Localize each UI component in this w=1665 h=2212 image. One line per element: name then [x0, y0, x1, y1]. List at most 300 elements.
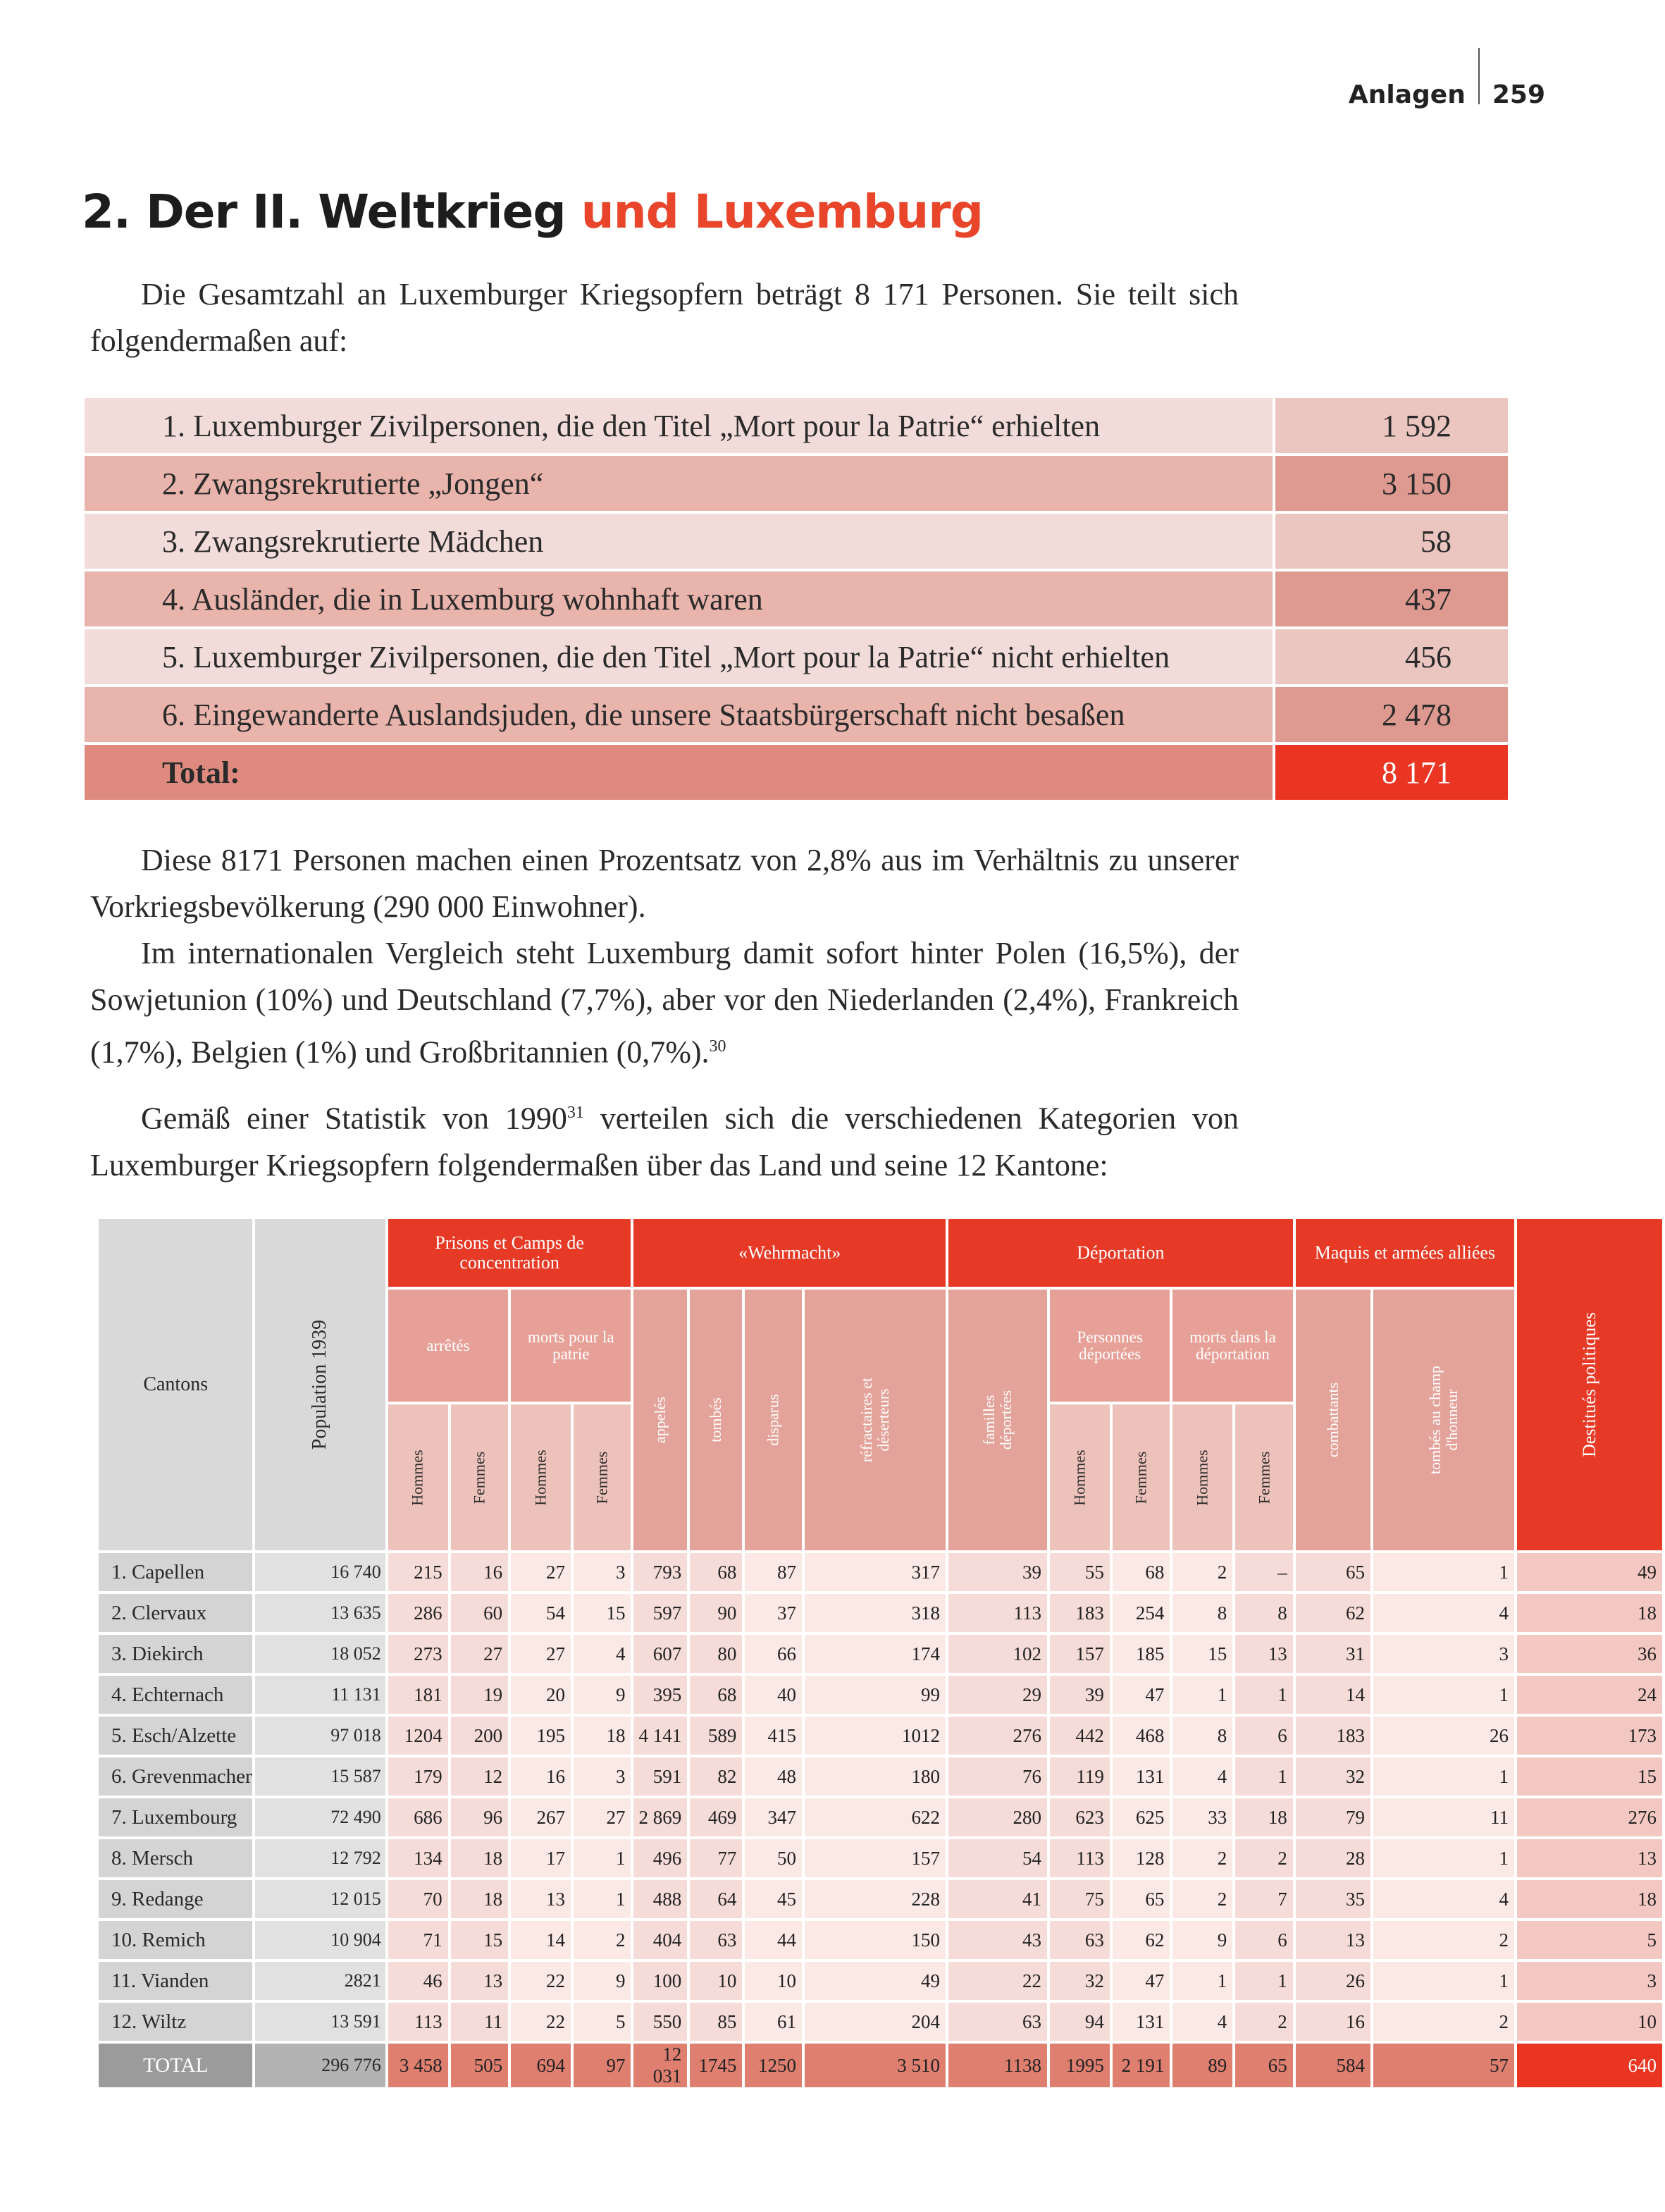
data-cell: 273: [388, 1635, 448, 1673]
data-cell: 97: [574, 2044, 631, 2087]
data-cell: 54: [511, 1594, 571, 1632]
data-cell: 99: [805, 1676, 946, 1714]
data-cell: 6: [1235, 1717, 1293, 1755]
data-cell: 2: [1235, 1839, 1293, 1877]
data-cell: 68: [1113, 1553, 1170, 1591]
data-cell: 8: [1172, 1717, 1232, 1755]
canton-name: 4. Echternach: [99, 1676, 252, 1714]
data-cell: 286: [388, 1594, 448, 1632]
data-cell: 550: [633, 2003, 687, 2041]
subheader-femmes-12: Femmes: [1235, 1404, 1293, 1550]
data-cell: 1204: [388, 1717, 448, 1755]
data-cell: 131: [1113, 2003, 1170, 2041]
data-cell: 39: [1050, 1676, 1110, 1714]
data-cell: 16: [511, 1757, 571, 1796]
canton-row: [99, 1839, 1662, 1877]
sub-combattants: combattants: [1296, 1290, 1370, 1550]
data-cell: 18: [1235, 1798, 1293, 1836]
subheader-femmes-3: Femmes: [574, 1404, 631, 1550]
victims-value: 3 150: [1275, 456, 1508, 511]
canton-row: [99, 1962, 1662, 2000]
data-cell: 65: [1235, 2044, 1293, 2087]
data-cell: 41: [948, 1880, 1047, 1918]
data-cell: 4 141: [633, 1717, 687, 1755]
canton-population: 16 740: [255, 1553, 385, 1591]
subheader-hommes-0: Hommes: [388, 1404, 448, 1550]
data-cell: 2: [1373, 2003, 1514, 2041]
canton-population: 296 776: [255, 2044, 385, 2087]
canton-row: [99, 1921, 1662, 1959]
data-cell: 36: [1517, 1635, 1662, 1673]
victims-row: [85, 629, 1508, 684]
victims-row: [85, 687, 1508, 742]
data-cell: 204: [805, 2003, 946, 2041]
canton-population: 12 792: [255, 1839, 385, 1877]
data-cell: 17: [511, 1839, 571, 1877]
canton-row: [99, 1798, 1662, 1836]
data-cell: 27: [574, 1798, 631, 1836]
victims-value: 58: [1275, 514, 1508, 569]
victims-row: [85, 398, 1508, 453]
canton-name: 11. Vianden: [99, 1962, 252, 2000]
canton-population: 18 052: [255, 1635, 385, 1673]
canton-row: [99, 1676, 1662, 1714]
data-cell: 1: [1373, 1962, 1514, 2000]
victims-value: 456: [1275, 629, 1508, 684]
data-cell: 442: [1050, 1717, 1110, 1755]
data-cell: 43: [948, 1921, 1047, 1959]
subheader-femmes-10: Femmes: [1113, 1404, 1170, 1550]
data-cell: 24: [1517, 1676, 1662, 1714]
canton-population: 11 131: [255, 1676, 385, 1714]
data-cell: 1: [1373, 1757, 1514, 1796]
data-cell: 267: [511, 1798, 571, 1836]
section-name: Anlagen: [1348, 80, 1466, 109]
data-cell: 68: [690, 1676, 742, 1714]
victims-total-value: 8 171: [1275, 745, 1508, 800]
data-cell: 61: [745, 2003, 802, 2041]
canton-name: 6. Grevenmacher: [99, 1757, 252, 1796]
data-cell: 18: [451, 1839, 509, 1877]
canton-population: 10 904: [255, 1921, 385, 1959]
data-cell: 2 869: [633, 1798, 687, 1836]
victims-value: 437: [1275, 571, 1508, 626]
data-cell: 12 031: [633, 2044, 687, 2087]
data-cell: 1: [1235, 1962, 1293, 2000]
data-cell: 49: [1517, 1553, 1662, 1591]
canton-name: 5. Esch/Alzette: [99, 1717, 252, 1755]
data-cell: 14: [1296, 1676, 1370, 1714]
victims-total-row: [85, 745, 1508, 800]
data-cell: 90: [690, 1594, 742, 1632]
title-part2: und Luxemburg: [581, 185, 984, 239]
group-maquis: Maquis et armées alliées: [1296, 1219, 1514, 1287]
data-cell: 63: [690, 1921, 742, 1959]
data-cell: 14: [511, 1921, 571, 1959]
data-cell: 625: [1113, 1798, 1170, 1836]
data-cell: 15: [1172, 1635, 1232, 1673]
canton-population: 13 635: [255, 1594, 385, 1632]
population-header: Population 1939: [255, 1219, 385, 1550]
canton-row: [99, 1757, 1662, 1796]
canton-row: [99, 2003, 1662, 2041]
data-cell: 254: [1113, 1594, 1170, 1632]
data-cell: 13: [1517, 1839, 1662, 1877]
victims-row: [85, 571, 1508, 626]
data-cell: 60: [451, 1594, 509, 1632]
data-cell: 76: [948, 1757, 1047, 1796]
data-cell: 15: [1517, 1757, 1662, 1796]
data-cell: 180: [805, 1757, 946, 1796]
data-cell: 113: [948, 1594, 1047, 1632]
title-part1: 2. Der II. Weltkrieg: [82, 185, 566, 239]
data-cell: 10: [745, 1962, 802, 2000]
canton-row: [99, 1717, 1662, 1755]
data-cell: 29: [948, 1676, 1047, 1714]
victims-row: [85, 456, 1508, 511]
data-cell: 22: [948, 1962, 1047, 2000]
data-cell: 195: [511, 1717, 571, 1755]
data-cell: 686: [388, 1798, 448, 1836]
para4-text: [90, 1089, 1239, 1189]
canton-name: 7. Luxembourg: [99, 1798, 252, 1836]
data-cell: 15: [451, 1921, 509, 1959]
data-cell: 4: [1172, 1757, 1232, 1796]
data-cell: 128: [1113, 1839, 1170, 1877]
data-cell: 607: [633, 1635, 687, 1673]
data-cell: 1: [1235, 1676, 1293, 1714]
data-cell: 15: [574, 1594, 631, 1632]
data-cell: 1138: [948, 2044, 1047, 2087]
data-cell: 591: [633, 1757, 687, 1796]
data-cell: 33: [1172, 1798, 1232, 1836]
data-cell: 10: [1517, 2003, 1662, 2041]
data-cell: 1745: [690, 2044, 742, 2087]
data-cell: 32: [1050, 1962, 1110, 2000]
sub-tombes-honneur: tombés au champ d'honneur: [1373, 1290, 1514, 1550]
data-cell: 32: [1296, 1757, 1370, 1796]
canton-name: 10. Remich: [99, 1921, 252, 1959]
data-cell: 75: [1050, 1880, 1110, 1918]
data-cell: 63: [948, 2003, 1047, 2041]
data-cell: 11: [451, 2003, 509, 2041]
canton-name: 3. Diekirch: [99, 1635, 252, 1673]
sub-disparus: disparus: [745, 1290, 802, 1550]
data-cell: 62: [1296, 1594, 1370, 1632]
data-cell: 113: [388, 2003, 448, 2041]
data-cell: 65: [1296, 1553, 1370, 1591]
data-cell: 18: [574, 1717, 631, 1755]
para4-part-b: verteilen sich die verschiedenen Kategorien von Luxemburger Kriegsopfern folgendermaßen über das Land und seine 12 Kantone:: [90, 1101, 1239, 1182]
data-cell: 1: [1172, 1676, 1232, 1714]
canton-name: TOTAL: [99, 2044, 252, 2087]
data-cell: 9: [574, 1676, 631, 1714]
footnote-31: 31: [567, 1104, 584, 1122]
data-cell: 27: [451, 1635, 509, 1673]
data-cell: 18: [451, 1880, 509, 1918]
sub-familles: familles déportées: [948, 1290, 1047, 1550]
data-cell: 3: [574, 1553, 631, 1591]
data-cell: 27: [511, 1635, 571, 1673]
data-cell: 1: [574, 1839, 631, 1877]
total-row: [99, 2044, 1662, 2087]
data-cell: 13: [1235, 1635, 1293, 1673]
data-cell: 16: [1296, 2003, 1370, 2041]
data-cell: 134: [388, 1839, 448, 1877]
data-cell: 4: [1373, 1880, 1514, 1918]
data-cell: 22: [511, 2003, 571, 2041]
data-cell: 183: [1050, 1594, 1110, 1632]
data-cell: 18: [1517, 1594, 1662, 1632]
data-cell: 584: [1296, 2044, 1370, 2087]
data-cell: 80: [690, 1635, 742, 1673]
data-cell: 173: [1517, 1717, 1662, 1755]
victims-value: 2 478: [1275, 687, 1508, 742]
canton-row: [99, 1594, 1662, 1632]
data-cell: 280: [948, 1798, 1047, 1836]
victims-total-label: Total:: [85, 745, 1273, 800]
data-cell: 71: [388, 1921, 448, 1959]
sub-arretes: arrêtés: [388, 1290, 508, 1402]
data-cell: 39: [948, 1553, 1047, 1591]
data-cell: 3 510: [805, 2044, 946, 2087]
data-cell: 11: [1373, 1798, 1514, 1836]
data-cell: 46: [388, 1962, 448, 2000]
data-cell: 183: [1296, 1717, 1370, 1755]
data-cell: 113: [1050, 1839, 1110, 1877]
data-cell: 276: [948, 1717, 1047, 1755]
data-cell: 404: [633, 1921, 687, 1959]
data-cell: 2: [1172, 1839, 1232, 1877]
data-cell: 79: [1296, 1798, 1370, 1836]
canton-population: 12 015: [255, 1880, 385, 1918]
data-cell: 793: [633, 1553, 687, 1591]
data-cell: 12: [451, 1757, 509, 1796]
canton-row: [99, 1880, 1662, 1918]
data-cell: 9: [1172, 1921, 1232, 1959]
data-cell: 68: [690, 1553, 742, 1591]
canton-name: 9. Redange: [99, 1880, 252, 1918]
data-cell: 4: [1172, 2003, 1232, 2041]
data-cell: 44: [745, 1921, 802, 1959]
data-cell: 70: [388, 1880, 448, 1918]
data-cell: 13: [451, 1962, 509, 2000]
data-cell: 157: [805, 1839, 946, 1877]
data-cell: 496: [633, 1839, 687, 1877]
data-cell: 37: [745, 1594, 802, 1632]
data-cell: 1: [1172, 1962, 1232, 2000]
victims-label: 5. Luxemburger Zivilpersonen, die den Titel „Mort pour la Patrie“ nicht erhielten: [85, 629, 1273, 684]
canton-population: 2821: [255, 1962, 385, 2000]
data-cell: 8: [1235, 1594, 1293, 1632]
data-cell: 20: [511, 1676, 571, 1714]
sub-tombes: tombés: [690, 1290, 742, 1550]
para3-text: [90, 930, 1239, 1076]
data-cell: –: [1235, 1553, 1293, 1591]
canton-name: 12. Wiltz: [99, 2003, 252, 2041]
data-cell: 131: [1113, 1757, 1170, 1796]
canton-population: 97 018: [255, 1717, 385, 1755]
sub-refractaires: réfractaires et déserteurs: [805, 1290, 946, 1550]
data-cell: 63: [1050, 1921, 1110, 1959]
data-cell: 47: [1113, 1962, 1170, 2000]
data-cell: 174: [805, 1635, 946, 1673]
group-wehrmacht: «Wehrmacht»: [633, 1219, 946, 1287]
canton-row: [99, 1553, 1662, 1591]
data-cell: 50: [745, 1839, 802, 1877]
victims-row: [85, 514, 1508, 569]
intro-paragraph: [90, 271, 1239, 364]
data-cell: 228: [805, 1880, 946, 1918]
data-cell: 1: [1373, 1839, 1514, 1877]
data-cell: 18: [1517, 1880, 1662, 1918]
para4-part-a: Gemäß einer Statistik von 1990: [141, 1101, 567, 1136]
data-cell: 2: [1373, 1921, 1514, 1959]
data-cell: 694: [511, 2044, 571, 2087]
group-prisons: Prisons et Camps de concentration: [388, 1219, 631, 1287]
chapter-title: [82, 185, 983, 239]
cantons-header: Cantons: [99, 1219, 252, 1550]
data-cell: 347: [745, 1798, 802, 1836]
data-cell: 1: [1235, 1757, 1293, 1796]
subheader-hommes-11: Hommes: [1172, 1404, 1232, 1550]
statistics-paragraph: [90, 1089, 1239, 1189]
data-cell: 10: [690, 1962, 742, 2000]
data-cell: 185: [1113, 1635, 1170, 1673]
data-cell: 40: [745, 1676, 802, 1714]
data-cell: 45: [745, 1880, 802, 1918]
data-cell: 57: [1373, 2044, 1514, 2087]
data-cell: 13: [1296, 1921, 1370, 1959]
data-cell: 415: [745, 1717, 802, 1755]
victims-label: 4. Ausländer, die in Luxemburg wohnhaft waren: [85, 571, 1273, 626]
data-cell: 317: [805, 1553, 946, 1591]
data-cell: 35: [1296, 1880, 1370, 1918]
data-cell: 3: [1517, 1962, 1662, 2000]
data-cell: 179: [388, 1757, 448, 1796]
data-cell: 2: [574, 1921, 631, 1959]
data-cell: 96: [451, 1798, 509, 1836]
subheader-hommes-9: Hommes: [1050, 1404, 1110, 1550]
data-cell: 1250: [745, 2044, 802, 2087]
data-cell: 66: [745, 1635, 802, 1673]
victims-label: 2. Zwangsrekrutierte „Jongen“: [85, 456, 1273, 511]
data-cell: 49: [805, 1962, 946, 2000]
data-cell: 9: [574, 1962, 631, 2000]
data-cell: 55: [1050, 1553, 1110, 1591]
data-cell: 4: [574, 1635, 631, 1673]
footnote-30: 30: [709, 1037, 726, 1056]
data-cell: 31: [1296, 1635, 1370, 1673]
data-cell: 395: [633, 1676, 687, 1714]
canton-name: 8. Mersch: [99, 1839, 252, 1877]
data-cell: 47: [1113, 1676, 1170, 1714]
group-destitues: Destitués politiques: [1517, 1219, 1662, 1550]
data-cell: 6: [1235, 1921, 1293, 1959]
data-cell: 1: [1373, 1676, 1514, 1714]
data-cell: 2: [1172, 1553, 1232, 1591]
data-cell: 64: [690, 1880, 742, 1918]
subheader-hommes-2: Hommes: [511, 1404, 571, 1550]
victims-label: 1. Luxemburger Zivilpersonen, die den Titel „Mort pour la Patrie“ erhielten: [85, 398, 1273, 453]
data-cell: 623: [1050, 1798, 1110, 1836]
data-cell: 622: [805, 1798, 946, 1836]
data-cell: 13: [511, 1880, 571, 1918]
data-cell: 16: [451, 1553, 509, 1591]
data-cell: 54: [948, 1839, 1047, 1877]
data-cell: 3: [1373, 1635, 1514, 1673]
data-cell: 119: [1050, 1757, 1110, 1796]
para2-text: Diese 8171 Personen machen einen Prozentsatz von 2,8% aus im Verhältnis zu unserer Vorkriegsbevölkerung (290 000 Einwohner).: [90, 843, 1239, 924]
data-cell: 19: [451, 1676, 509, 1714]
data-cell: 3: [574, 1757, 631, 1796]
para3-body: Im internationalen Vergleich steht Luxemburg damit sofort hinter Polen (16,5%), der Sowjetunion (10%) und Deutschland (7,7%), aber vor den Niederlanden (2,4%), Frankreich (1,7%), Belgien (1%) und Großbritannien (0,7%).: [90, 936, 1239, 1070]
header-divider: [1478, 48, 1480, 104]
data-cell: 2: [1172, 1880, 1232, 1918]
data-cell: 157: [1050, 1635, 1110, 1673]
intro-text: Die Gesamtzahl an Luxemburger Kriegsopfern beträgt 8 171 Personen. Sie teilt sich folgendermaßen auf:: [90, 277, 1239, 358]
data-cell: 215: [388, 1553, 448, 1591]
data-cell: 597: [633, 1594, 687, 1632]
data-cell: 62: [1113, 1921, 1170, 1959]
data-cell: 5: [574, 2003, 631, 2041]
data-cell: 181: [388, 1676, 448, 1714]
victims-table: [85, 398, 1508, 803]
data-cell: 2: [1235, 2003, 1293, 2041]
data-cell: 276: [1517, 1798, 1662, 1836]
data-cell: 1995: [1050, 2044, 1110, 2087]
data-cell: 150: [805, 1921, 946, 1959]
data-cell: 4: [1373, 1594, 1514, 1632]
sub-appeles: appelés: [633, 1290, 687, 1550]
data-cell: 318: [805, 1594, 946, 1632]
data-cell: 65: [1113, 1880, 1170, 1918]
data-cell: 505: [451, 2044, 509, 2087]
data-cell: 200: [451, 1717, 509, 1755]
data-cell: 5: [1517, 1921, 1662, 1959]
subheader-femmes-1: Femmes: [451, 1404, 509, 1550]
canton-name: 1. Capellen: [99, 1553, 252, 1591]
data-cell: 26: [1296, 1962, 1370, 2000]
data-cell: 469: [690, 1798, 742, 1836]
data-cell: 77: [690, 1839, 742, 1877]
data-cell: 589: [690, 1717, 742, 1755]
canton-table: [96, 1216, 1665, 2090]
data-cell: 28: [1296, 1839, 1370, 1877]
victims-value: 1 592: [1275, 398, 1508, 453]
data-cell: 488: [633, 1880, 687, 1918]
data-cell: 7: [1235, 1880, 1293, 1918]
data-cell: 1012: [805, 1717, 946, 1755]
data-cell: 94: [1050, 2003, 1110, 2041]
data-cell: 26: [1373, 1717, 1514, 1755]
data-cell: 48: [745, 1757, 802, 1796]
data-cell: 89: [1172, 2044, 1232, 2087]
data-cell: 82: [690, 1757, 742, 1796]
data-cell: 1: [1373, 1553, 1514, 1591]
running-header: [1349, 68, 1545, 124]
data-cell: 640: [1517, 2044, 1662, 2087]
group-deportation: Déportation: [948, 1219, 1293, 1287]
canton-population: 72 490: [255, 1798, 385, 1836]
data-cell: 27: [511, 1553, 571, 1591]
data-cell: 87: [745, 1553, 802, 1591]
canton-population: 15 587: [255, 1757, 385, 1796]
sub-personnes: Personnes déportées: [1050, 1290, 1170, 1402]
data-cell: 1: [574, 1880, 631, 1918]
data-cell: 85: [690, 2003, 742, 2041]
victims-label: 3. Zwangsrekrutierte Mädchen: [85, 514, 1273, 569]
